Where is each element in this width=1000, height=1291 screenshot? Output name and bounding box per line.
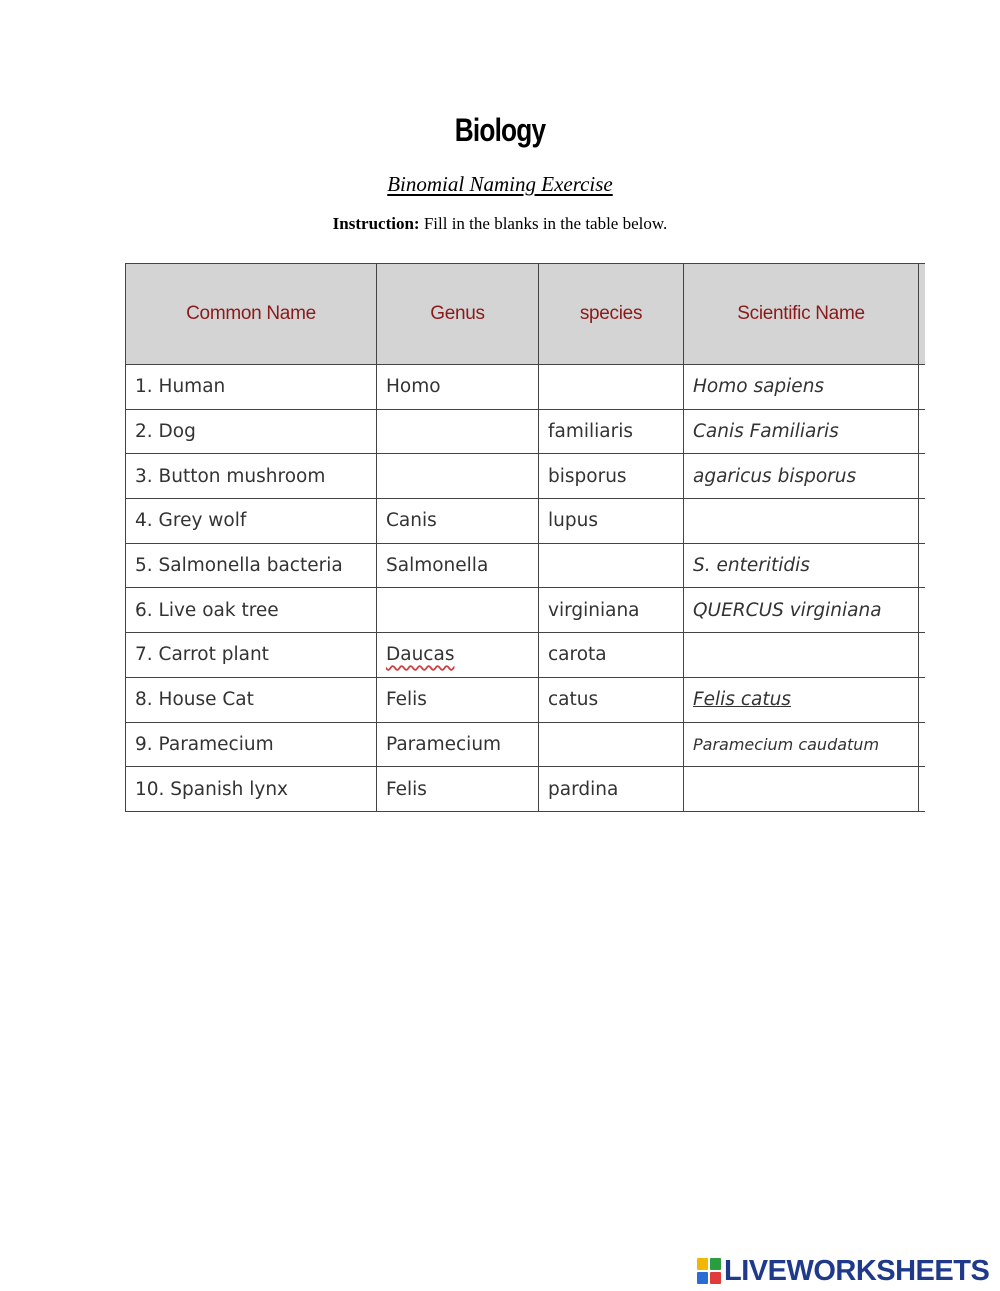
cell-species: virginiana [539,588,684,633]
cell-species: bisporus [539,454,684,499]
cell-genus [377,633,539,678]
cell-extra [919,588,926,633]
table-header-row [126,264,926,365]
cell-extra [919,767,926,812]
table-row [126,677,926,722]
cell-species: catus [539,677,684,722]
cell-scientific[interactable] [684,767,919,812]
logo-square-red [710,1272,721,1284]
header-extra [919,264,926,365]
cell-species[interactable] [539,722,684,767]
table-row [126,365,926,410]
cell-genus: Paramecium [377,722,539,767]
instruction-label: Instruction: [332,214,420,233]
cell-extra [919,633,926,678]
cell-species: familiaris [539,409,684,454]
cell-genus[interactable] [377,454,539,499]
cell-common: 3. Button mushroom [126,454,377,499]
cell-genus-text: Daucas [386,644,455,666]
cell-scientific[interactable] [684,633,919,678]
cell-common: 8. House Cat [126,677,377,722]
cell-species[interactable] [539,365,684,410]
table-row [126,767,926,812]
cell-common: 6. Live oak tree [126,588,377,633]
cell-common: 2. Dog [126,409,377,454]
cell-scientific: QUERCUS virginiana [684,588,919,633]
cell-scientific: Canis Familiaris [684,409,919,454]
cell-scientific: S. enteritidis [684,543,919,588]
cell-extra [919,677,926,722]
header-common-name: Common Name [126,264,377,365]
cell-scientific [684,677,919,722]
cell-common: 1. Human [126,365,377,410]
cell-extra [919,543,926,588]
liveworksheets-logo [697,1254,989,1288]
cell-common: 4. Grey wolf [126,499,377,544]
page-subtitle: Binomial Naming Exercise [387,172,613,196]
logo-square-blue [697,1272,708,1284]
cell-genus: Felis [377,767,539,812]
cell-extra [919,454,926,499]
cell-extra [919,722,926,767]
table-row [126,409,926,454]
cell-scientific: Homo sapiens [684,365,919,410]
cell-scientific: Paramecium caudatum [684,722,919,767]
table-row [126,499,926,544]
cell-common: 5. Salmonella bacteria [126,543,377,588]
header-scientific-name: Scientific Name [684,264,919,365]
cell-species: pardina [539,767,684,812]
naming-table-wrapper [125,263,925,826]
table-row [126,454,926,499]
table-row [126,722,926,767]
cell-species: carota [539,633,684,678]
naming-table [125,263,925,812]
cell-genus: Salmonella [377,543,539,588]
cell-genus: Homo [377,365,539,410]
cell-scientific: agaricus bisporus [684,454,919,499]
cell-species[interactable] [539,543,684,588]
cell-extra [919,409,926,454]
header-genus: Genus [377,264,539,365]
cell-scientific-text: Felis catus [693,689,791,711]
instruction [0,214,1000,234]
cell-common: 10. Spanish lynx [126,767,377,812]
cell-genus: Canis [377,499,539,544]
cell-species: lupus [539,499,684,544]
cell-common: 7. Carrot plant [126,633,377,678]
table-row [126,633,926,678]
instruction-text: Fill in the blanks in the table below. [419,214,668,233]
page-title: Biology [454,112,546,148]
cell-common: 9. Paramecium [126,722,377,767]
cell-genus[interactable] [377,409,539,454]
cell-extra [919,499,926,544]
cell-scientific[interactable] [684,499,919,544]
table-row [126,543,926,588]
logo-mark-icon [697,1258,721,1284]
cell-extra [919,365,926,410]
cell-genus[interactable] [377,588,539,633]
table-row [126,588,926,633]
cell-genus: Felis [377,677,539,722]
logo-text: LIVEWORKSHEETS [724,1254,990,1287]
logo-square-green [710,1258,721,1270]
header-species: species [539,264,684,365]
logo-square-yellow [697,1258,708,1270]
